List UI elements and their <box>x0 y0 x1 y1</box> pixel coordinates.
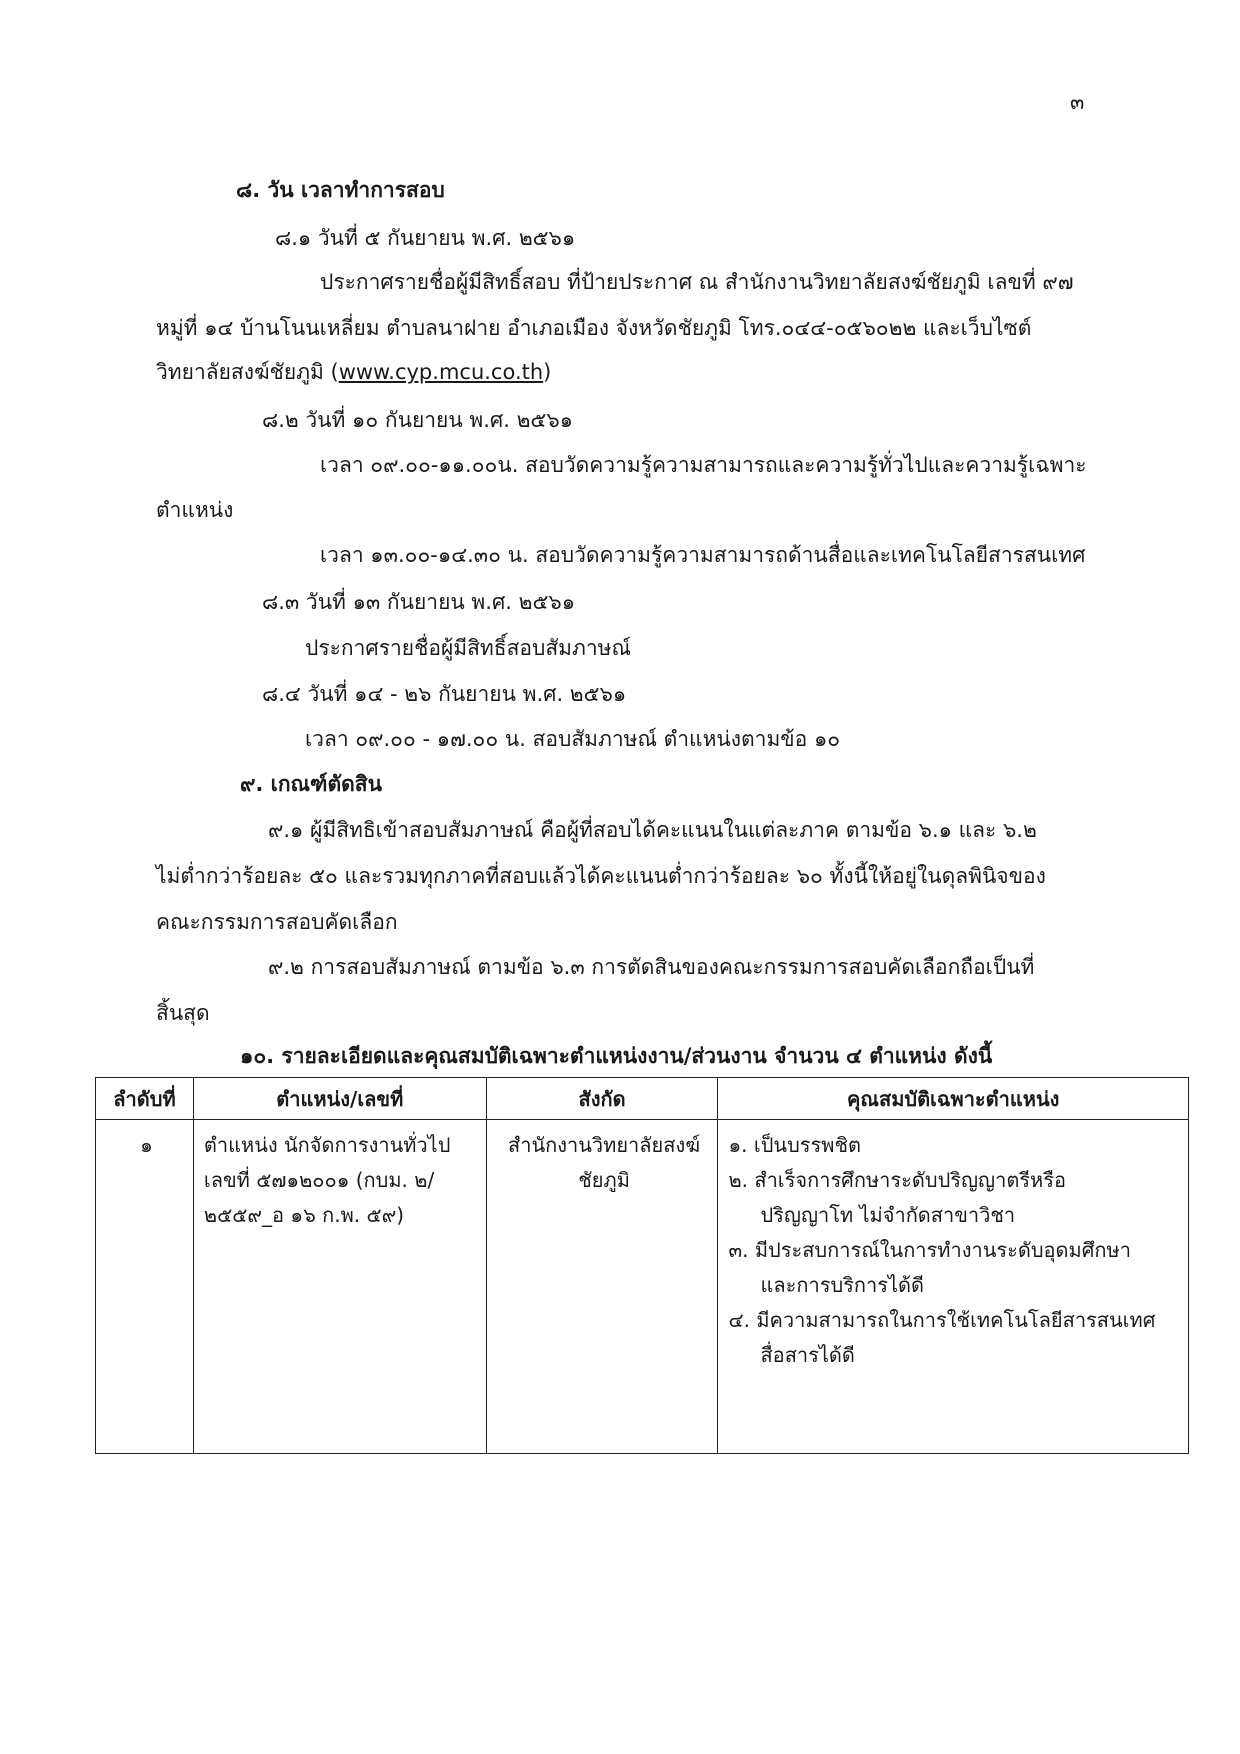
table-row <box>96 1120 1189 1454</box>
cell-order <box>96 1120 194 1454</box>
qualification-item: ๔. มีความสามารถในการใช้เทคโนโลยีสารสนเทศ <box>728 1308 1156 1332</box>
section-8-1-line-3 <box>156 362 551 383</box>
affiliation-line: สำนักงานวิทยาลัยสงฆ์ <box>508 1133 701 1157</box>
website-link[interactable]: www.cyp.mcu.co.th <box>338 360 544 384</box>
page-number: ๓ <box>1070 90 1085 114</box>
header-order: ลำดับที่ <box>96 1078 194 1120</box>
position-table <box>95 1077 1189 1454</box>
header-affiliation: สังกัด <box>486 1078 718 1120</box>
position-line: เลขที่ ๕๗๑๒๐๐๑ (กบม. ๒/ <box>203 1168 435 1192</box>
section-8-3-heading: ๘.๓ วันที่ ๑๓ กันยายน พ.ศ. ๒๕๖๑ <box>262 590 576 614</box>
section-8-4-line-1: เวลา ๐๙.๐๐ - ๑๗.๐๐ น. สอบสัมภาษณ์ ตำแหน่งตามข้อ ๑๐ <box>305 727 841 751</box>
section-9-heading: ๙. เกณฑ์ตัดสิน <box>240 772 382 796</box>
qualification-continuation: ปริญญาโท ไม่จำกัดสาขาวิชา <box>760 1203 1016 1227</box>
section-8-1-heading: ๘.๑ วันที่ ๕ กันยายน พ.ศ. ๒๕๖๑ <box>275 226 576 250</box>
affiliation-line: ชัยภูมิ <box>578 1168 630 1192</box>
link-prefix-text: วิทยาลัยสงฆ์ชัยภูมิ ( <box>156 360 339 384</box>
qualification-item: ๑. เป็นบรรพชิต <box>728 1133 862 1157</box>
cell-qualifications <box>718 1120 1189 1454</box>
section-9-1-line-1: ๙.๑ ผู้มีสิทธิเข้าสอบสัมภาษณ์ คือผู้ที่สอบได้คะแนนในแต่ละภาค ตามข้อ ๖.๑ และ ๖.๒ <box>268 818 1037 842</box>
header-position: ตำแหน่ง/เลขที่ <box>193 1078 486 1120</box>
cell-position <box>193 1120 486 1454</box>
section-8-2-heading: ๘.๒ วันที่ ๑๐ กันยายน พ.ศ. ๒๕๖๑ <box>262 408 573 432</box>
header-qualifications: คุณสมบัติเฉพาะตำแหน่ง <box>718 1078 1189 1120</box>
section-9-1-line-3: คณะกรรมการสอบคัดเลือก <box>156 910 398 934</box>
section-8-2-line-3: เวลา ๑๓.๐๐-๑๔.๓๐ น. สอบวัดความรู้ความสามารถด้านสื่อและเทคโนโลยีสารสนเทศ <box>320 543 1086 567</box>
section-8-heading: ๘. วัน เวลาทำการสอบ <box>236 178 445 202</box>
section-8-4-heading: ๘.๔ วันที่ ๑๔ - ๒๖ กันยายน พ.ศ. ๒๕๖๑ <box>262 682 627 706</box>
section-10-heading: ๑๐. รายละเอียดและคุณสมบัติเฉพาะตำแหน่งงาน/ส่วนงาน จำนวน ๔ ตำแหน่ง ดังนี้ <box>240 1044 993 1068</box>
qualification-item: ๓. มีประสบการณ์ในการทำงานระดับอุดมศึกษา <box>728 1238 1131 1262</box>
section-8-1-line-1: ประกาศรายชื่อผู้มีสิทธิ์สอบ ที่ป้ายประกาศ ณ สำนักงานวิทยาลัยสงฆ์ชัยภูมิ เลขที่ ๙๗ <box>320 270 1074 294</box>
section-8-3-line-1: ประกาศรายชื่อผู้มีสิทธิ์สอบสัมภาษณ์ <box>305 636 631 660</box>
section-9-1-line-2: ไม่ต่ำกว่าร้อยละ ๕๐ และรวมทุกภาคที่สอบแล้วได้คะแนนต่ำกว่าร้อยละ ๖๐ ทั้งนี้ให้อยู่ในดุลพินิจของ <box>156 864 1046 888</box>
qualification-continuation: สื่อสารได้ดี <box>760 1343 855 1367</box>
position-line: ตำแหน่ง นักจัดการงานทั่วไป <box>203 1133 451 1157</box>
qualification-continuation: และการบริการได้ดี <box>760 1273 924 1297</box>
table-header-row <box>96 1078 1189 1120</box>
qualification-item: ๒. สำเร็จการศึกษาระดับปริญญาตรีหรือ <box>728 1168 1066 1192</box>
order-number: ๑ <box>140 1133 153 1157</box>
cell-affiliation <box>486 1120 718 1454</box>
section-8-2-line-2: ตำแหน่ง <box>156 498 234 522</box>
section-9-2-line-2: สิ้นสุด <box>156 1001 210 1025</box>
section-8-1-line-2: หมู่ที่ ๑๔ บ้านโนนเหลี่ยม ตำบลนาฝาย อำเภอเมือง จังหวัดชัยภูมิ โทร.๐๔๔-๐๕๖๐๒๒ และเว็บไซต์ <box>156 316 1032 340</box>
section-8-2-line-1: เวลา ๐๙.๐๐-๑๑.๐๐น. สอบวัดความรู้ความสามารถและความรู้ทั่วไปและความรู้เฉพาะ <box>320 453 1087 477</box>
section-9-2-line-1: ๙.๒ การสอบสัมภาษณ์ ตามข้อ ๖.๓ การตัดสินของคณะกรรมการสอบคัดเลือกถือเป็นที่ <box>268 955 1035 979</box>
link-suffix-text: ) <box>543 360 552 384</box>
position-line: ๒๕๕๙_อ ๑๖ ก.พ. ๕๙) <box>203 1203 405 1227</box>
